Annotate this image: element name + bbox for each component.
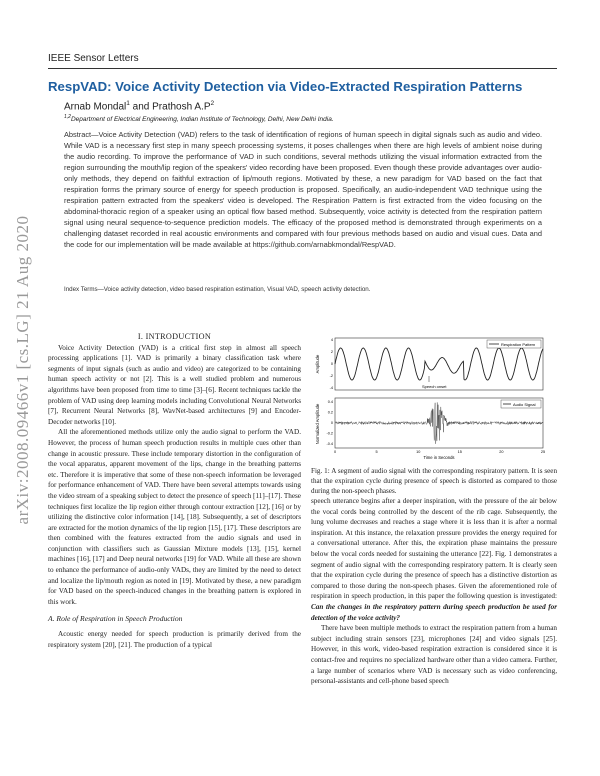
index-terms: Index Terms—Voice activity detection, video based respiration estimation, Visual VAD, speech activity detection.	[64, 286, 371, 293]
paper-title: RespVAD: Voice Activity Detection via Video-Extracted Respiration Patterns	[48, 79, 523, 94]
paragraph: Voice Activity Detection (VAD) is a critical first step in almost all speech processing applications [1]. VAD is primarily a binary classification task where segments of input signals (such as audio and video) are categorized to be containing human speech activity or not [2]. This is a well studied problem and numerous algorithms have been proposed from time to time [3]–[6]. Recent techniques tackle the problem of VAD using deep learning models including Convolutional Neural Networks [7], Recurrent Neural Networks [8], WavNet-based architectures [9] and Encoder-Decoder networks [10].	[48, 343, 301, 426]
legend-top-label: Respiration Pattern	[501, 342, 536, 347]
affiliation	[64, 114, 334, 123]
authors	[64, 100, 214, 112]
affiliation-text: Department of Electrical Engineering, Indian Institute of Technology, Delhi, New Delhi India.	[70, 116, 334, 124]
x-tick-label: 15	[457, 450, 462, 454]
xlabel: Time in Seconds	[423, 455, 455, 460]
abstract: Abstract—Voice Activity Detection (VAD) refers to the task of identification of regions of human speech in digital signals such as audio and video. While VAD is a necessary first step in many speech processing systems, it poses challenges when there are high levels of ambient noise during the audio recording. To improve the performance of VAD in such conditions, several methods utilizing the visual information extracted from the region surrounding the mouth/lip region of the speakers' video recording have been proposed. Even though these provide advantages over audio-only methods, they depend on faithful extraction of lip/mouth regions. Motivated by these, a new paradigm for VAD based on the fact that respiration forms the primary source of energy for speech production is proposed. Specifically, an audio-independent VAD technique using the respiration pattern extracted from the speakers' video is developed. The Respiration Pattern is first extracted from the video focusing on the abdominal-thoracic region of a speaker using an optical flow based method. Subsequently, voice activity is detected from the respiration pattern signal using neural sequence-to-sequence prediction models. The efficacy of the proposed method is demonstrated through experiments on a challenging dataset recorded in real acoustic environments and compared with four previous methods based on audio and visual cues. Data and the code for our implementation will be made available at https://github.com/arnabkmondal/RespVAD.	[64, 130, 542, 250]
audio-signal	[335, 402, 543, 443]
tick-label: -4	[329, 386, 333, 390]
right-column	[311, 496, 557, 687]
author-2: and Prathosh A.P	[129, 101, 211, 113]
tick-label: 0	[330, 421, 333, 425]
subsection-heading: A. Role of Respiration in Speech Production	[48, 614, 183, 624]
author-1-sup: 1	[126, 100, 130, 107]
author-1: Arnab Mondal	[64, 101, 127, 113]
ylabel-bottom: Normalized Amplitude	[315, 403, 320, 445]
journal-name: IEEE Sensor Letters	[48, 53, 139, 64]
tick-label: 4	[330, 338, 333, 342]
section-heading: I. INTRODUCTION	[137, 332, 212, 341]
tick-label: -0.4	[326, 442, 333, 446]
x-tick-label: 5	[375, 450, 378, 454]
figure-caption: Fig. 1: A segment of audio signal with the corresponding respiratory pattern. It is seen that the expiration cycle during presence of speech is distorted as compared to those during the non-speech phases.	[311, 467, 557, 495]
affiliation-sup: 1,2	[64, 114, 71, 120]
paragraph: Acoustic energy needed for speech production is primarily derived from the respiratory system [20], [21]. The production of a typical	[48, 630, 301, 649]
figure-1	[311, 336, 557, 460]
paragraph-text: speech utterance begins after a deeper inspiration, with the pressure of the air below the vocal cords being controlled by the descent of the rib cage. Subsequently, the lung volume decreases and reaches a stage where it is less than it is after a normal inspiration. At this instance, the relaxation pressure provides the energy required for a conversational utterance. After this, the expiration phase maintains the pressure below the vocal cords needed for sustaining the utterance [22]. Fig. 1 demonstrates a segment of audio signal with the corresponding respiratory pattern. It is clearly seen that the expiration cycle during the presence of speech has a distinctive distortion as compared to those during the non-speech phases. Given the aforementioned role of respiration in speech production, in this paper the following question is investigated:	[311, 497, 557, 601]
tick-label: 2	[330, 350, 333, 354]
speech-onset-label: Speech onset	[422, 384, 447, 389]
legend-bottom-label: Audio Signal	[513, 402, 536, 407]
research-question: Can the changes in the respiratory pattern during speech production be used for detection of the voice activity?	[311, 602, 557, 622]
x-tick-label: 20	[499, 450, 504, 454]
tick-label: 0	[330, 362, 333, 366]
tick-label: 0.2	[327, 410, 333, 415]
paragraph: There have been multiple methods to extract the respiration pattern from a human subject including strain sensors [23], microphones [24] and video signals [25]. However, in this work, video-based respiration extraction is considered since it is contact-free and requires no specialized hardware other than a video camera. Further, a large number of scenarios where VAD is necessary such as video conferencing, personal-assistants and cell-phone based speech	[311, 624, 557, 686]
tick-label: -2	[329, 374, 333, 378]
x-tick-label: 10	[416, 450, 421, 454]
author-2-sup: 2	[210, 100, 215, 107]
x-tick-label: 25	[540, 450, 546, 454]
tick-label: -0.2	[326, 431, 333, 436]
arxiv-watermark: arXiv:2008.09466v1 [cs.LG] 21 Aug 2020	[13, 215, 32, 525]
ylabel-top: Amplitude	[315, 354, 320, 374]
x-tick-label: 0	[333, 450, 337, 454]
paragraph	[311, 496, 557, 623]
header-rule	[48, 68, 557, 69]
respiration-line	[335, 348, 543, 380]
left-column	[48, 332, 301, 650]
tick-label: 0.4	[327, 400, 333, 404]
paragraph: All the aforementioned methods utilize only the audio signal to perform the VAD. However, the process of human speech production results in multiple cues other than change in acoustic pressure. These include temporary distortion in the configuration of the vocal apparatus, apparent movement of the lips, change in the breathing patterns etc. Therefore it is imperative that some of these non-speech information be leveraged for performance enhancement of VAD. There have been several attempts towards using the video stream of a speaking subject to detect the presence of speech [11]–[17]. These techniques first localize the lip region either through contour extraction [12], [16] or by utilizing the distinctive color information [14], [18]. Subsequently, a set of descriptors are extracted for the motion dynamics of the lip region [15], [17]. These descriptors are then combined with the features extracted from the audio signals and used in conjunction with classifiers such as Gaussian Mixture models [13], [15], kernel machines [16], [17] and Deep neural networks [19] for VAD. While all these are shown to enhance the performance of audio-only VADs, they are limited by the need to detect and localize the lip/mouth region as noted in [19]. Motivated by these, a new paradigm for VAD based on the speech-induced changes in the breathing pattern is explored in this work.	[48, 428, 301, 606]
